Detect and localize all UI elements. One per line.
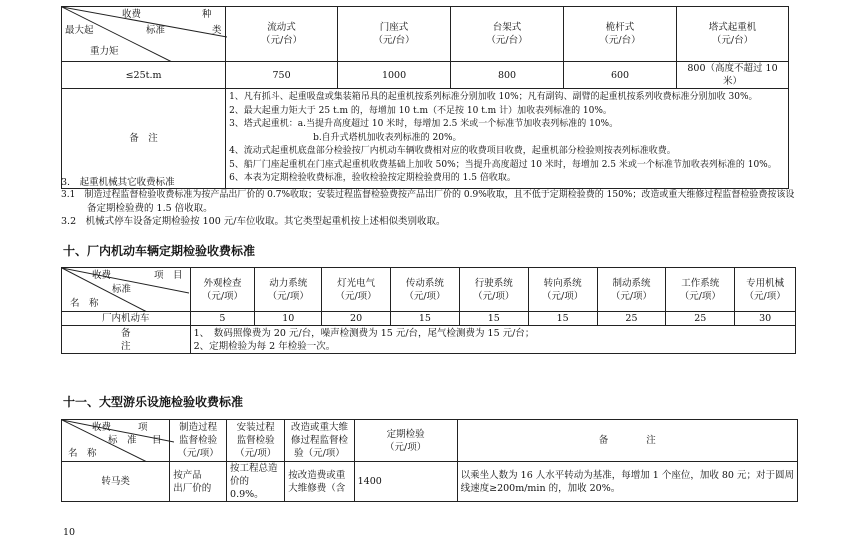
col-unit: （元/项）	[744, 290, 786, 302]
cell-value	[285, 462, 354, 502]
cell-value: 600	[564, 62, 677, 89]
col-header	[255, 268, 322, 312]
page-number: 10	[63, 527, 76, 538]
corner-standard: 标 准	[108, 435, 137, 446]
note-line: 2、最大起重力矩大于 25 t.m 的，每增加 10 t.m（不足按 10 t.m 计）加收表列标准的 10%。	[229, 105, 612, 116]
col-line: 监督检验	[179, 435, 218, 446]
col-unit: （元/台）	[260, 35, 303, 46]
corner-item: 项 目	[154, 270, 183, 281]
cell-value: 20	[322, 312, 391, 326]
table-row	[62, 62, 789, 89]
amusement-header-corner	[62, 420, 170, 462]
col-unit: （元/项）	[267, 290, 309, 302]
col-header-portal	[338, 7, 451, 62]
corner-fee: 收费	[122, 9, 142, 20]
cell-value: 750	[226, 62, 338, 89]
col-line: （元/项）	[235, 448, 277, 459]
col-header	[597, 268, 666, 312]
notes-cell	[190, 326, 795, 354]
col-name: 传动系统	[405, 277, 444, 289]
col-name: 动力系统	[269, 277, 308, 289]
cell-line: 出厂价的	[173, 482, 212, 494]
section-3-item-1: 3.1 制造过程监督检验收费标准为按产品出厂价的 0.7%收取；安装过程监督检验费按产品出厂价的 0.9%收取，且不低于定期检验费的 150%；改造或重大维修过程监督检验费按该设	[61, 190, 795, 200]
col-header	[666, 268, 735, 312]
col-unit: （元/项）	[473, 290, 515, 302]
col-name: 制动系统	[612, 277, 651, 289]
col-header-pedestal	[451, 7, 564, 62]
cell-value: 15	[391, 312, 460, 326]
cell-value: 5	[190, 312, 255, 326]
cell-line: 按产品	[173, 469, 202, 481]
col-line: 安装过程	[236, 422, 275, 433]
col-unit: （元/项）	[404, 290, 446, 302]
col-line: 监督检验	[236, 435, 275, 446]
col-name: 台架式	[492, 22, 522, 33]
corner-max-lift: 最大起	[65, 25, 94, 36]
section-3-heading: 3. 起重机械其它收费标准	[61, 177, 175, 188]
vehicle-fee-table	[61, 267, 796, 354]
col-header-tower	[677, 7, 789, 62]
col-line: 定期检验	[386, 428, 425, 440]
cell-value: 10	[255, 312, 322, 326]
col-header	[391, 268, 460, 312]
col-header	[190, 268, 255, 312]
col-line: 验（元/项）	[294, 448, 345, 459]
col-header	[735, 268, 796, 312]
col-unit: （元/项）	[201, 290, 244, 302]
row-label: 厂内机动车	[62, 312, 191, 326]
corner-mu: 目	[152, 435, 162, 446]
cell-line: 按工程总造	[230, 463, 278, 474]
col-unit: （元/项）	[610, 290, 653, 302]
cell-value: 1400	[354, 462, 457, 502]
corner-name: 名 称	[68, 448, 97, 459]
col-line: （元/项）	[385, 441, 427, 453]
note-line: 2、定期检验为每 2 年检验一次。	[193, 340, 336, 352]
crane-header-corner	[62, 7, 226, 62]
col-line: 改造或重大维	[290, 422, 348, 433]
amusement-fee-table	[61, 419, 798, 502]
row-label: ≤25t.m	[62, 62, 226, 89]
note-line: 以乘坐人数为 16 人水平转动为基准，每增加 1 个座位，加收 80 元；对于圆周	[460, 469, 794, 481]
col-unit: （元/项）	[335, 290, 377, 302]
notes-label	[62, 326, 191, 354]
notes-label-1: 备	[121, 327, 131, 339]
notes-cell	[226, 89, 789, 189]
col-name: 工作系统	[681, 277, 720, 289]
section-3-item-1-continued: 备定期检验费的 1.5 倍收取。	[87, 203, 213, 214]
col-unit: （元/台）	[373, 35, 415, 46]
corner-item: 项	[138, 422, 148, 433]
cell-value: 25	[597, 312, 666, 326]
cell-value: 1000	[338, 62, 451, 89]
note-line: 5、船厂门座起重机在门座式起重机收费基础上加收 50%；当提升高度超过 10 米时，每增加 2.5 米或一个标准节加收表列标准的 10%。	[229, 159, 777, 170]
cell-line: 大维修费（含	[288, 482, 346, 494]
col-name: 塔式起重机	[708, 22, 757, 33]
note-line: 6、本表为定期检验收费标准，验收检验按定期检验费用的 1.5 倍收取。	[229, 173, 516, 183]
col-header-mast	[564, 7, 677, 62]
col-header-modification	[285, 420, 354, 462]
cell-value: 15	[459, 312, 528, 326]
col-name: 行驶系统	[474, 277, 513, 289]
note-line: 1、 数码照像费为 20 元/台，噪声检测费为 15 元/台，尾气检测费为 15 元/台；	[193, 327, 535, 339]
notes-label: 备 注	[62, 89, 226, 189]
col-line: （元/项）	[177, 448, 219, 459]
col-name: 流动式	[267, 22, 296, 33]
col-header-periodic	[354, 420, 457, 462]
section-3-item-2: 3.2 机械式停车设备定期检验按 100 元/车位收取。其它类型起重机按上述相似类别收取。	[61, 216, 446, 227]
section-10-title: 十、厂内机动车辆定期检验收费标准	[63, 244, 256, 258]
col-unit: （元/项）	[542, 290, 584, 302]
notes-label-2: 注	[121, 340, 131, 352]
col-header	[322, 268, 391, 312]
corner-name: 名 称	[70, 298, 99, 309]
col-header	[528, 268, 597, 312]
cell-value: 800	[451, 62, 564, 89]
col-header-installation	[227, 420, 285, 462]
section-3-text	[61, 176, 801, 228]
col-name: 灯光电气	[337, 277, 376, 289]
corner-kind: 种	[202, 9, 212, 20]
col-name: 专用机械	[746, 277, 785, 289]
vehicle-header-corner	[62, 268, 191, 312]
col-name: 外观检查	[203, 277, 242, 289]
note-line: 4、流动式起重机底盘部分检验按厂内机动车辆收费相对应的收费项目收费，起重机部分检验则按表列标准收费。	[229, 146, 676, 156]
note-line: 3、塔式起重机：a.当提升高度超过 10 米时，每增加 2.5 米或一个标准节加收表列标准的 10%。	[229, 119, 619, 129]
col-unit: （元/台）	[486, 35, 528, 46]
cell-value	[170, 462, 227, 502]
cell-value: 800（高度不超过 10 米）	[677, 62, 789, 89]
col-header-manufacture	[170, 420, 227, 462]
corner-fee: 收费	[92, 422, 112, 433]
note-line: 1、凡有抓斗、起重吸盘或集装箱吊具的起重机按系列标准分别加收 10%；凡有副钩、副臂的起重机按系列收费标准分别加收 30%。	[229, 92, 758, 102]
col-unit: （元/台）	[711, 35, 754, 46]
cell-value: 30	[735, 312, 796, 326]
col-line: 修过程监督检	[290, 435, 348, 446]
col-unit: （元/项）	[679, 290, 721, 302]
cell-value: 25	[666, 312, 735, 326]
col-name: 转向系统	[543, 277, 582, 289]
corner-fee: 收费	[92, 270, 112, 281]
note-line: 线速度≥200m/min 的，加收 20%。	[460, 482, 621, 494]
cell-value	[227, 462, 285, 502]
row-label: 转马类	[62, 462, 170, 502]
corner-moment: 重力矩	[90, 46, 119, 57]
corner-standard: 标准	[146, 25, 166, 36]
col-name: 门座式	[379, 22, 409, 33]
cell-line: 按改造费或重	[288, 469, 346, 481]
col-unit: （元/台）	[599, 35, 641, 46]
col-name: 桅杆式	[605, 22, 635, 33]
cell-line: 价的 0.9%。	[230, 476, 264, 500]
crane-fee-table	[61, 6, 789, 189]
row-note	[457, 462, 797, 502]
col-line: 制造过程	[179, 422, 218, 433]
table-row	[62, 462, 798, 502]
corner-class: 类	[212, 25, 222, 36]
col-header-mobile	[226, 7, 338, 62]
corner-standard: 标准	[112, 284, 132, 295]
section-11-title: 十一、大型游乐设施检验收费标准	[63, 395, 244, 409]
note-line: b.自升式塔机加收表列标准的 20%。	[313, 132, 462, 143]
col-header	[459, 268, 528, 312]
cell-value: 15	[528, 312, 597, 326]
col-header-notes: 备 注	[457, 420, 797, 462]
table-row	[62, 312, 796, 326]
